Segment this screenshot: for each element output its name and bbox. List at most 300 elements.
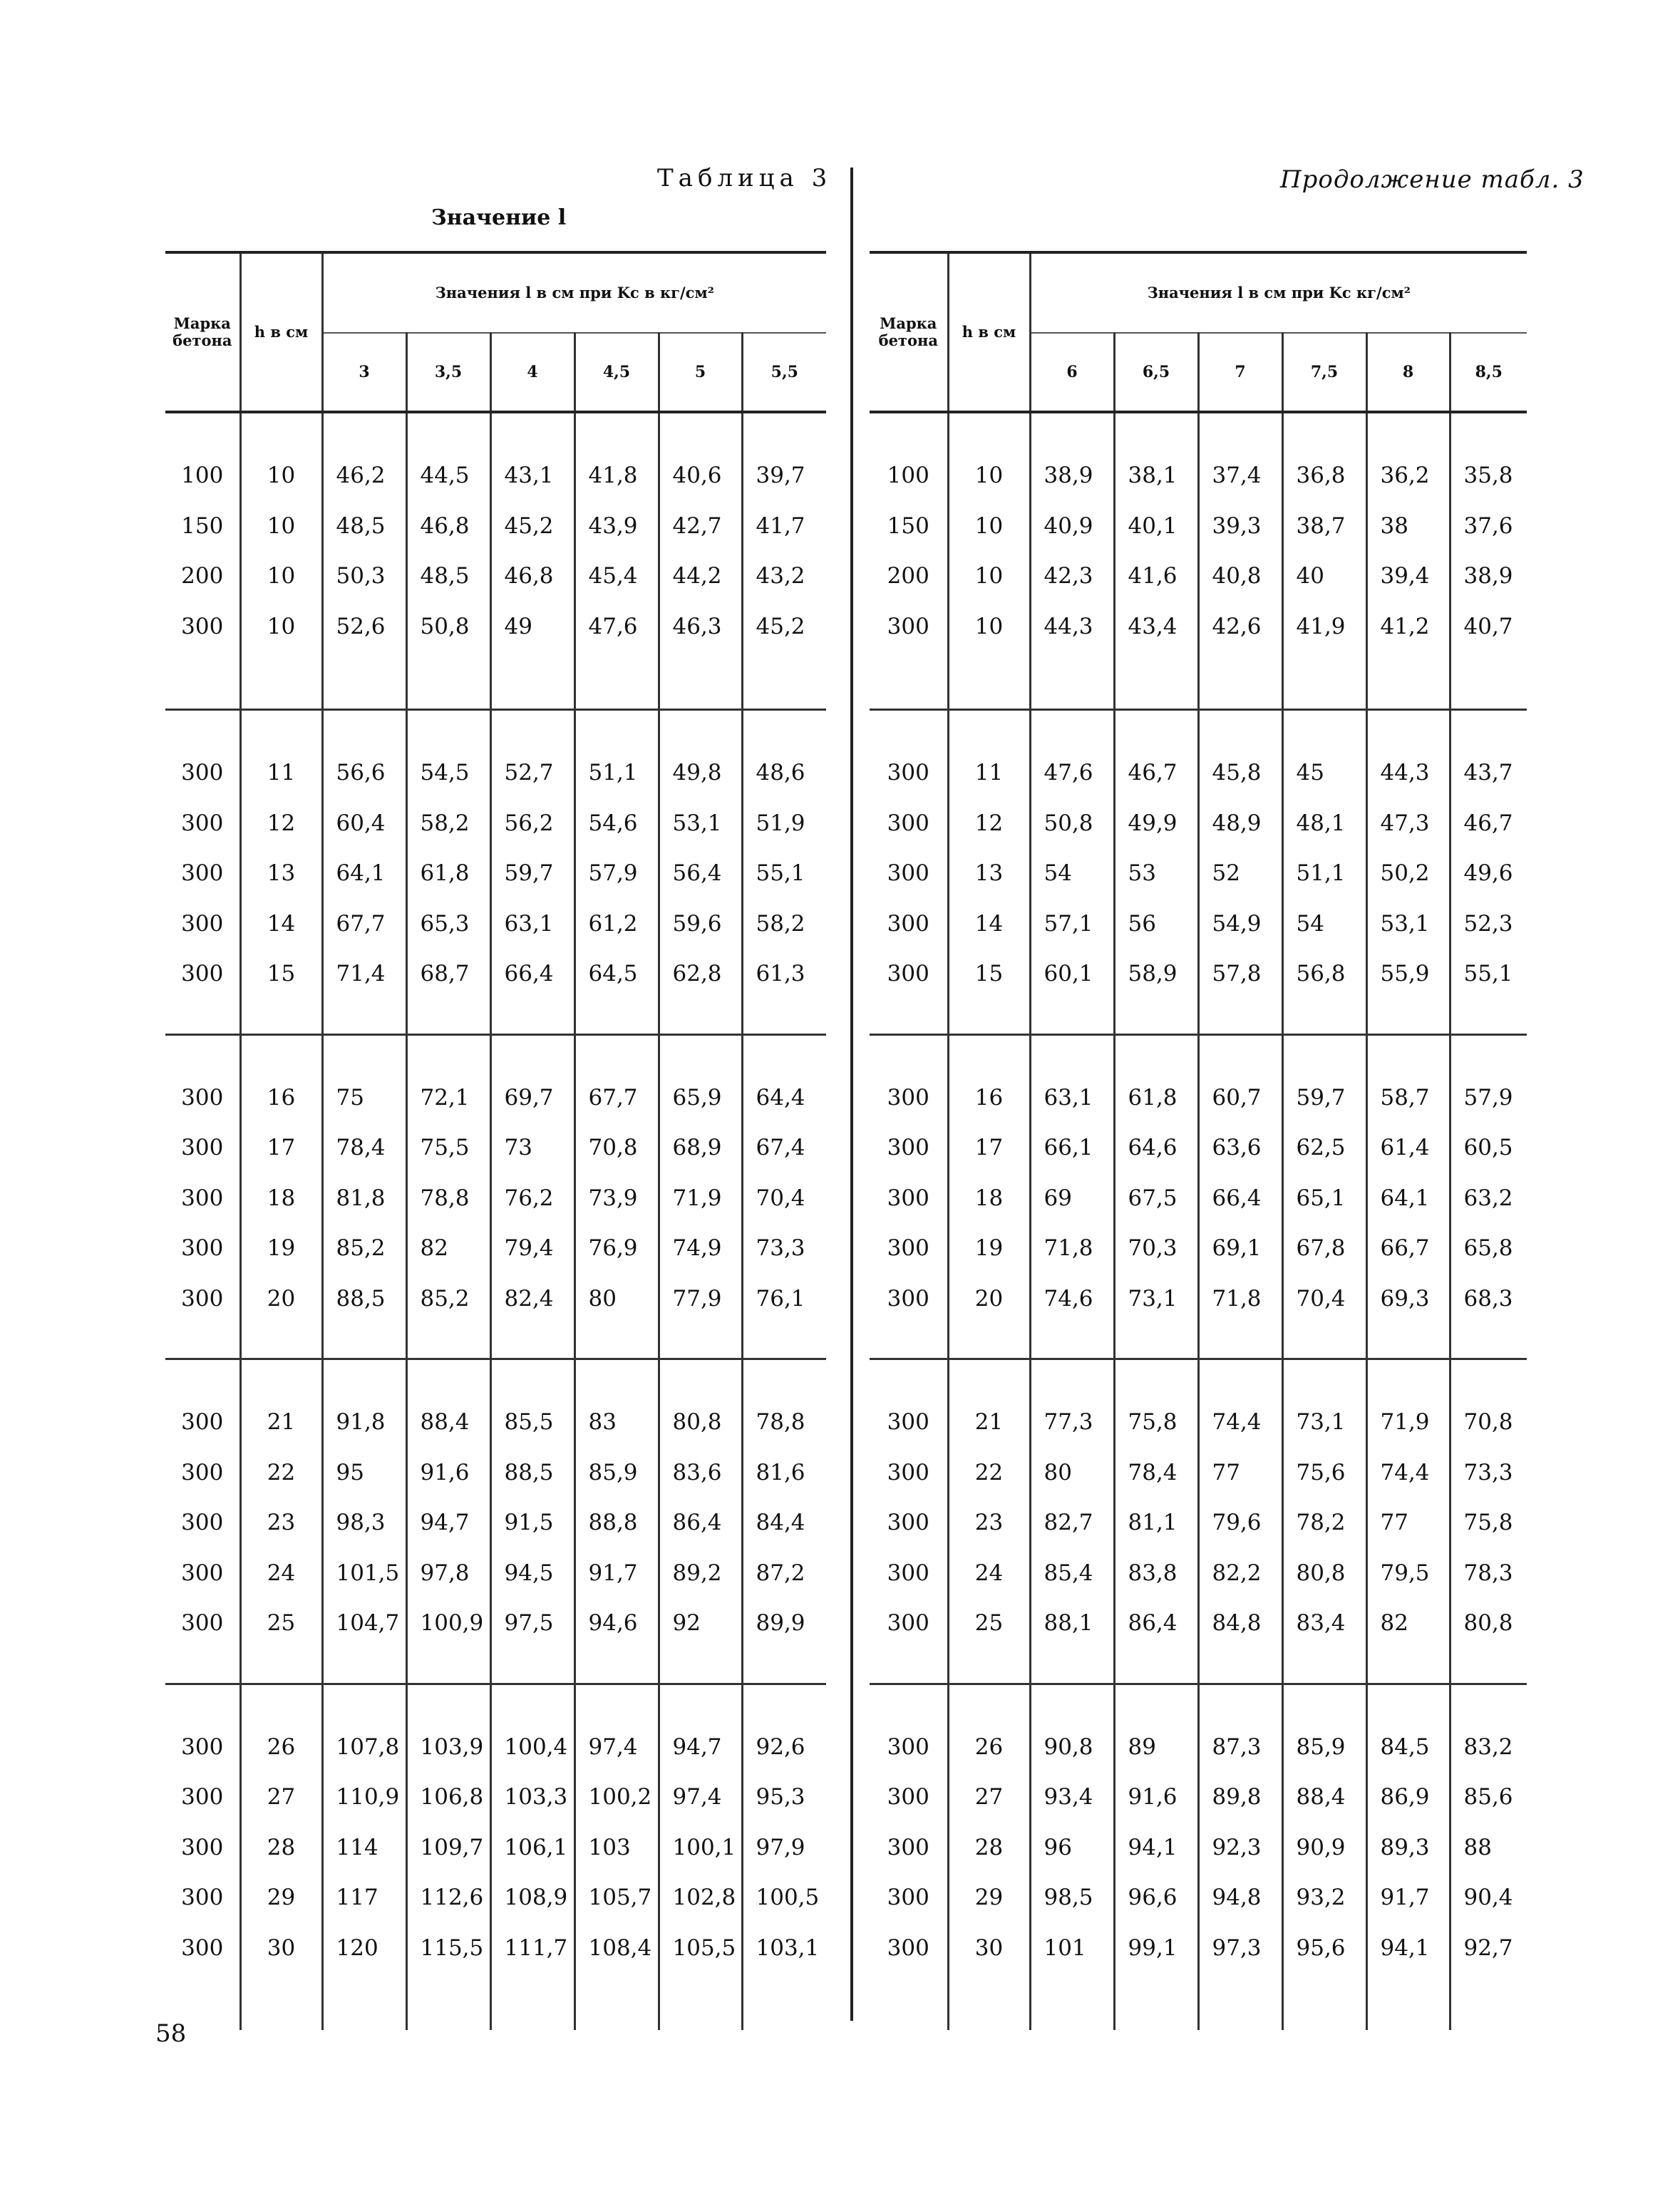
value-cell: 54,6 (574, 798, 659, 849)
value-cell: 65,3 (406, 899, 490, 949)
spacer-cell (1114, 999, 1198, 1035)
value-cell: 85,5 (490, 1397, 574, 1448)
spacer-cell (1366, 1034, 1450, 1073)
marka-cell: 300 (181, 1834, 224, 1860)
value-cell: 42,7 (659, 501, 742, 552)
value-cell: 54,9 (1198, 899, 1282, 949)
spacer-cell (406, 1973, 490, 2030)
k-value-header: 7,5 (1282, 333, 1366, 412)
spacer-cell (1114, 1649, 1198, 1684)
spacer-cell (240, 1649, 322, 1684)
table-row (165, 602, 826, 652)
marka-cell: 150 (181, 513, 224, 539)
spacer-cell (1114, 710, 1198, 748)
spacer-cell (1450, 412, 1527, 450)
value-cell: 97,4 (574, 1722, 659, 1773)
h-cell: 25 (240, 1598, 322, 1649)
group-spacer (870, 412, 1527, 450)
value-cell: 55,1 (742, 848, 826, 899)
value-cell: 77 (1366, 1498, 1450, 1548)
value-cell: 46,7 (1450, 798, 1527, 849)
value-cell: 80,8 (1450, 1598, 1527, 1649)
value-cell: 101,5 (322, 1548, 406, 1599)
value-cell: 85,2 (322, 1223, 406, 1274)
spacer-cell (1114, 651, 1198, 710)
value-cell: 92 (659, 1598, 742, 1649)
value-cell: 71,9 (659, 1173, 742, 1224)
table-row (870, 1772, 1527, 1823)
value-cell: 48,9 (1198, 798, 1282, 849)
spacer-cell (406, 1684, 490, 1722)
spacer-cell (742, 1359, 826, 1398)
value-cell: 70,3 (1114, 1223, 1198, 1274)
value-cell: 35,8 (1450, 450, 1527, 501)
value-cell: 84,8 (1198, 1598, 1282, 1649)
value-cell: 73,1 (1114, 1274, 1198, 1324)
table-row (870, 1274, 1527, 1324)
h-cell: 18 (240, 1173, 322, 1224)
value-cell: 38,9 (1030, 450, 1114, 501)
value-cell: 60,7 (1198, 1073, 1282, 1123)
h-cell: 14 (240, 899, 322, 949)
spacer-cell (1282, 1649, 1366, 1684)
spacer-cell (742, 412, 826, 450)
h-cell: 17 (240, 1123, 322, 1173)
spacer-cell (948, 1684, 1030, 1722)
marka-cell: 150 (887, 513, 929, 539)
value-cell: 81,8 (322, 1173, 406, 1224)
spacer-cell (659, 1034, 742, 1073)
marka-cell: 300 (181, 1935, 224, 1961)
h-cell: 28 (240, 1823, 322, 1873)
spacer-cell (165, 1324, 240, 1359)
value-cell: 74,4 (1366, 1448, 1450, 1498)
value-cell: 40,7 (1450, 602, 1527, 652)
spacer-cell (1282, 1324, 1366, 1359)
value-cell: 85,9 (574, 1448, 659, 1498)
table-row (165, 1498, 826, 1548)
value-cell: 90,9 (1282, 1823, 1366, 1873)
marka-cell: 300 (181, 613, 224, 639)
value-cell: 56 (1114, 899, 1198, 949)
value-cell: 68,3 (1450, 1274, 1527, 1324)
marka-cell: 300 (181, 1235, 224, 1262)
value-cell: 68,7 (406, 949, 490, 999)
spacer-cell (659, 999, 742, 1035)
spacer-cell (240, 651, 322, 710)
value-cell: 54 (1282, 899, 1366, 949)
table-row (165, 1598, 826, 1649)
value-cell: 80 (1030, 1448, 1114, 1498)
value-cell: 71,9 (1366, 1397, 1450, 1448)
value-cell: 49 (490, 602, 574, 652)
k-value-header: 4,5 (574, 333, 659, 412)
value-cell: 63,2 (1450, 1173, 1527, 1224)
spacer-cell (574, 412, 659, 450)
value-cell: 66,7 (1366, 1223, 1450, 1274)
value-cell: 77 (1198, 1448, 1282, 1498)
value-cell: 82 (406, 1223, 490, 1274)
h-cell: 15 (948, 949, 1030, 999)
value-cell: 49,8 (659, 748, 742, 798)
value-cell: 103,3 (490, 1772, 574, 1823)
value-cell: 40 (1282, 551, 1366, 602)
spacer-cell (1030, 1359, 1114, 1398)
spacer-cell (1282, 1034, 1366, 1073)
spacer-cell (322, 1359, 406, 1398)
h-cell: 25 (948, 1598, 1030, 1649)
value-cell: 75 (322, 1073, 406, 1123)
value-cell: 87,2 (742, 1548, 826, 1599)
h-cell: 27 (240, 1772, 322, 1823)
spacer-cell (490, 1649, 574, 1684)
marka-cell: 300 (887, 1734, 929, 1760)
spacer-cell (1030, 710, 1114, 748)
value-cell: 79,4 (490, 1223, 574, 1274)
spacer-cell (322, 1684, 406, 1722)
value-cell: 85,6 (1450, 1772, 1527, 1823)
value-cell: 100,5 (742, 1873, 826, 1923)
value-cell: 69,7 (490, 1073, 574, 1123)
spacer-cell (1282, 412, 1366, 450)
h-cell: 30 (948, 1923, 1030, 1974)
spacer-cell (165, 1649, 240, 1684)
marka-cell: 100 (181, 463, 224, 489)
spacer-cell (574, 1324, 659, 1359)
table-row (870, 748, 1527, 798)
h-cell: 27 (948, 1772, 1030, 1823)
spacer-cell (574, 651, 659, 710)
value-cell: 55,9 (1366, 949, 1450, 999)
h-cell: 11 (240, 748, 322, 798)
value-cell: 70,8 (1450, 1397, 1527, 1448)
value-cell: 114 (322, 1823, 406, 1873)
value-cell: 89,8 (1198, 1772, 1282, 1823)
table-row (165, 501, 826, 552)
value-cell: 74,6 (1030, 1274, 1114, 1324)
value-cell: 115,5 (406, 1923, 490, 1974)
value-cell: 97,8 (406, 1548, 490, 1599)
value-cell: 111,7 (490, 1923, 574, 1974)
marka-cell: 300 (181, 1409, 224, 1436)
value-cell: 61,4 (1366, 1123, 1450, 1173)
spacer-cell (1198, 1359, 1282, 1398)
value-cell: 52,3 (1450, 899, 1527, 949)
value-cell: 47,6 (1030, 748, 1114, 798)
group-spacer (165, 1684, 826, 1722)
table-row (870, 1923, 1527, 1974)
value-cell: 73 (490, 1123, 574, 1173)
value-cell: 51,1 (1282, 848, 1366, 899)
spacer-cell (1114, 1324, 1198, 1359)
value-cell: 57,9 (574, 848, 659, 899)
h-cell: 13 (948, 848, 1030, 899)
value-cell: 94,1 (1366, 1923, 1450, 1974)
group-spacer (870, 1034, 1527, 1073)
value-cell: 71,4 (322, 949, 406, 999)
spacer-cell (1282, 710, 1366, 748)
h-cell: 13 (240, 848, 322, 899)
value-cell: 58,2 (406, 798, 490, 849)
value-cell: 39,7 (742, 450, 826, 501)
value-cell: 81,1 (1114, 1498, 1198, 1548)
spacer-cell (490, 1359, 574, 1398)
spacer-cell (406, 710, 490, 748)
value-cell: 98,5 (1030, 1873, 1114, 1923)
value-cell: 62,5 (1282, 1123, 1366, 1173)
spacer-cell (490, 1684, 574, 1722)
value-cell: 76,1 (742, 1274, 826, 1324)
value-cell: 82,7 (1030, 1498, 1114, 1548)
spacer-cell (659, 651, 742, 710)
marka-cell: 300 (181, 910, 224, 937)
value-cell: 81,6 (742, 1448, 826, 1498)
table-row (870, 1873, 1527, 1923)
value-cell: 37,4 (1198, 450, 1282, 501)
value-cell: 40,1 (1114, 501, 1198, 552)
spacer-cell (574, 710, 659, 748)
value-cell: 60,5 (1450, 1123, 1527, 1173)
h-header: h в см (948, 252, 1030, 412)
marka-cell: 300 (181, 1135, 224, 1161)
spacer-cell (1030, 999, 1114, 1035)
spacer-cell (490, 999, 574, 1035)
value-cell: 58,9 (1114, 949, 1198, 999)
spacer-cell (1282, 1684, 1366, 1722)
group-spacer (165, 710, 826, 748)
table-row (165, 949, 826, 999)
value-cell: 109,7 (406, 1823, 490, 1873)
value-cell: 38,9 (1450, 551, 1527, 602)
value-cell: 89 (1114, 1722, 1198, 1773)
marka-cell: 300 (887, 1459, 929, 1485)
spacer-cell (574, 1973, 659, 2030)
value-cell: 88 (1450, 1823, 1527, 1873)
value-cell: 40,9 (1030, 501, 1114, 552)
spacer-cell (322, 1324, 406, 1359)
value-cell: 57,1 (1030, 899, 1114, 949)
value-cell: 74,4 (1198, 1397, 1282, 1448)
value-cell: 47,3 (1366, 798, 1450, 849)
value-cell: 46,8 (490, 551, 574, 602)
h-cell: 10 (240, 602, 322, 652)
value-cell: 68,9 (659, 1123, 742, 1173)
value-cell: 86,4 (1114, 1598, 1198, 1649)
spacer-cell (322, 710, 406, 748)
value-cell: 94,6 (574, 1598, 659, 1649)
spacer-cell (322, 1649, 406, 1684)
value-cell: 61,8 (406, 848, 490, 899)
value-cell: 46,3 (659, 602, 742, 652)
value-cell: 103,1 (742, 1923, 826, 1974)
marka-cell: 300 (181, 1784, 224, 1811)
value-cell: 106,1 (490, 1823, 574, 1873)
spacer-cell (870, 1359, 948, 1398)
value-cell: 51,9 (742, 798, 826, 849)
spacer-cell (1198, 412, 1282, 450)
value-cell: 94,5 (490, 1548, 574, 1599)
value-cell: 56,8 (1282, 949, 1366, 999)
value-cell: 76,2 (490, 1173, 574, 1224)
value-cell: 83 (574, 1397, 659, 1448)
group-spacer (165, 1324, 826, 1359)
value-cell: 51,1 (574, 748, 659, 798)
spacer-cell (490, 412, 574, 450)
value-cell: 69,1 (1198, 1223, 1282, 1274)
spacer-cell (1114, 1973, 1198, 2030)
k-value-header: 5 (659, 333, 742, 412)
spacer-cell (240, 1684, 322, 1722)
value-cell: 96,6 (1114, 1873, 1198, 1923)
value-cell: 45 (1282, 748, 1366, 798)
value-cell: 88,5 (490, 1448, 574, 1498)
table-row (870, 1223, 1527, 1274)
value-cell: 43,7 (1450, 748, 1527, 798)
spacer-cell (870, 1649, 948, 1684)
spacer-cell (1450, 1034, 1527, 1073)
value-cell: 100,1 (659, 1823, 742, 1873)
k-value-header: 6,5 (1114, 333, 1198, 412)
spacer-cell (742, 1684, 826, 1722)
value-cell: 83,2 (1450, 1722, 1527, 1773)
spacer-cell (948, 1973, 1030, 2030)
value-cell: 86,9 (1366, 1772, 1450, 1823)
value-cell: 38,7 (1282, 501, 1366, 552)
table-caption: Таблица 3 (657, 164, 833, 192)
value-cell: 78,3 (1450, 1548, 1527, 1599)
value-cell: 49,6 (1450, 848, 1527, 899)
h-cell: 19 (948, 1223, 1030, 1274)
k-value-header: 6 (1030, 333, 1114, 412)
spacer-cell (1114, 1034, 1198, 1073)
k-value-header: 3 (322, 333, 406, 412)
value-cell: 64,1 (322, 848, 406, 899)
k-group-header: Значения l в см при Kс в кг/см² (322, 252, 826, 333)
spacer-cell (948, 651, 1030, 710)
spacer-cell (490, 1034, 574, 1073)
value-cell: 84,5 (1366, 1722, 1450, 1773)
group-spacer (165, 1649, 826, 1684)
spacer-cell (165, 1034, 240, 1073)
spacer-cell (1366, 710, 1450, 748)
table-row (165, 1548, 826, 1599)
value-cell: 75,6 (1282, 1448, 1366, 1498)
value-cell: 63,6 (1198, 1123, 1282, 1173)
h-cell: 29 (240, 1873, 322, 1923)
spacer-cell (659, 1324, 742, 1359)
table-row (870, 1722, 1527, 1773)
value-cell: 42,6 (1198, 602, 1282, 652)
marka-cell: 200 (887, 563, 929, 589)
value-cell: 99,1 (1114, 1923, 1198, 1974)
value-cell: 38 (1366, 501, 1450, 552)
value-cell: 106,8 (406, 1772, 490, 1823)
value-cell: 41,9 (1282, 602, 1366, 652)
spacer-cell (1114, 1684, 1198, 1722)
value-cell: 85,9 (1282, 1722, 1366, 1773)
group-spacer (165, 999, 826, 1035)
marka-header: Марка бетона (172, 314, 232, 349)
spacer-cell (240, 412, 322, 450)
value-cell: 73,9 (574, 1173, 659, 1224)
value-cell: 77,9 (659, 1274, 742, 1324)
table-row (165, 1823, 826, 1873)
continuation-caption: Продолжение табл. 3 (1280, 165, 1584, 194)
table-row (870, 551, 1527, 602)
value-cell: 62,8 (659, 949, 742, 999)
spacer-cell (406, 1324, 490, 1359)
spacer-cell (742, 1973, 826, 2030)
table-row (870, 1498, 1527, 1548)
spacer-cell (574, 1034, 659, 1073)
value-cell: 100,4 (490, 1722, 574, 1773)
value-cell: 45,2 (490, 501, 574, 552)
value-cell: 65,8 (1450, 1223, 1527, 1274)
table-row (165, 1073, 826, 1123)
value-cell: 91,7 (1366, 1873, 1450, 1923)
value-cell: 66,4 (1198, 1173, 1282, 1224)
values-table-left (165, 251, 826, 2030)
value-cell: 98,3 (322, 1498, 406, 1548)
value-cell: 112,6 (406, 1873, 490, 1923)
marka-cell: 300 (181, 1560, 224, 1586)
value-cell: 88,4 (1282, 1772, 1366, 1823)
h-cell: 10 (240, 551, 322, 602)
spacer-cell (1114, 1359, 1198, 1398)
spacer-cell (659, 1684, 742, 1722)
value-cell: 48,6 (742, 748, 826, 798)
spacer-cell (1198, 1973, 1282, 2030)
value-cell: 97,4 (659, 1772, 742, 1823)
value-cell: 43,9 (574, 501, 659, 552)
table-body (165, 412, 826, 2030)
value-cell: 78,8 (406, 1173, 490, 1224)
table-row (165, 1223, 826, 1274)
value-cell: 108,4 (574, 1923, 659, 1974)
h-cell: 20 (948, 1274, 1030, 1324)
spacer-cell (406, 412, 490, 450)
value-cell: 64,5 (574, 949, 659, 999)
h-cell: 23 (240, 1498, 322, 1548)
value-cell: 96 (1030, 1823, 1114, 1873)
spacer-cell (490, 1973, 574, 2030)
spacer-cell (1198, 1649, 1282, 1684)
k-value-header: 7 (1198, 333, 1282, 412)
spacer-cell (1030, 1684, 1114, 1722)
spacer-cell (870, 710, 948, 748)
spacer-cell (742, 999, 826, 1035)
spacer-cell (1030, 1649, 1114, 1684)
spacer-cell (1450, 1973, 1527, 2030)
spacer-cell (1366, 1649, 1450, 1684)
h-cell: 20 (240, 1274, 322, 1324)
value-cell: 73,3 (1450, 1448, 1527, 1498)
value-cell: 46,2 (322, 450, 406, 501)
group-spacer (165, 412, 826, 450)
spacer-cell (1450, 651, 1527, 710)
spacer-cell (490, 1324, 574, 1359)
h-cell: 22 (240, 1448, 322, 1498)
value-cell: 82,4 (490, 1274, 574, 1324)
h-cell: 15 (240, 949, 322, 999)
value-cell: 75,5 (406, 1123, 490, 1173)
value-cell: 56,6 (322, 748, 406, 798)
marka-cell: 300 (181, 1734, 224, 1760)
value-cell: 39,3 (1198, 501, 1282, 552)
h-cell: 21 (948, 1397, 1030, 1448)
spacer-cell (1366, 1684, 1450, 1722)
value-cell: 100,2 (574, 1772, 659, 1823)
